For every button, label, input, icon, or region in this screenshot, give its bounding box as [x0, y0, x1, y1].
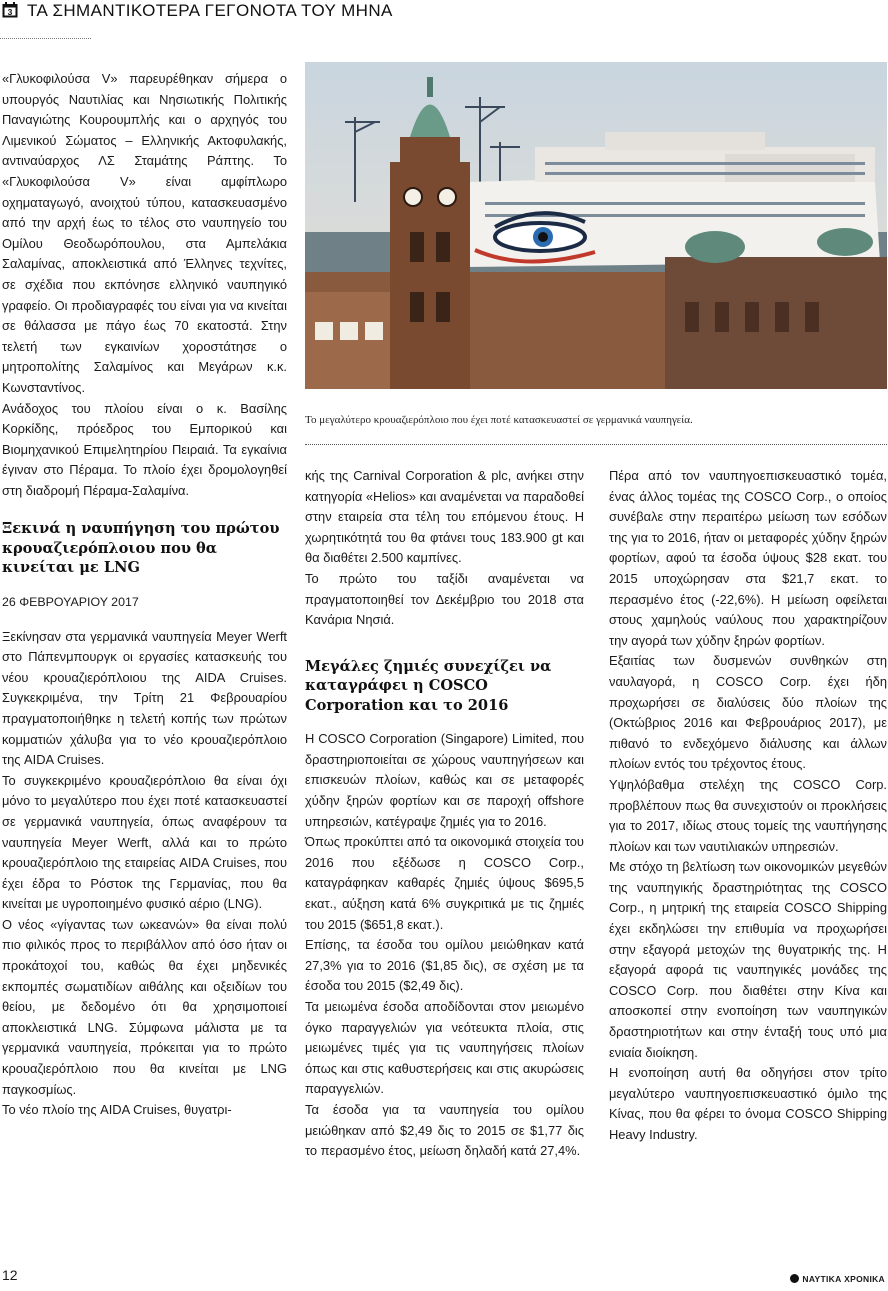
- publication-brand: [790, 1274, 885, 1284]
- paragraph: κής της Carnival Corporation & plc, ανήκει στην κατηγορία «Helios» και αναμένεται να παραδοθεί στην εταιρεία στα τέλη του επόμενου έτους. Η χωρητικότητά του θα φτάνει τους 183.900 gt και θα διαθέτει 2.500 καμπίνες.: [305, 468, 584, 566]
- paragraph: Ξεκίνησαν στα γερμανικά ναυπηγεία Meyer Werft στο Πάπενμπουργκ οι εργασίες κατασκευής του νέου κρουαζιερόπλοιου της AIDA Cruises. Συγκεκριμένα, την Τρίτη 21 Φεβρουαρίου πραγματοποιήθηκε η τελετή κοπής των πρώτων κομματιών χάλυβα για το νέο κρουαζιερόπλοιο της AIDA Cruises.: [2, 628, 287, 768]
- page-header: [0, 0, 888, 30]
- photo-caption: Το μεγαλύτερο κρουαζιερόπλοιο που έχει ποτέ κατασκευαστεί σε γερμανικά ναυπηγεία.: [305, 414, 693, 426]
- paragraph: Επίσης, τα έσοδα του ομίλου μειώθηκαν κατά 27,3% για το 2016 ($1,85 δις), σε σχέση με τα έσοδα του 2015 ($2,49 δις).: [305, 937, 584, 994]
- cruise-ship-photo: [305, 62, 887, 389]
- paragraph: Το συγκεκριμένο κρουαζιερόπλοιο θα είναι όχι μόνο το μεγαλύτερο που έχει ποτέ κατασκευαστεί σε γερμανικά ναυπηγεία, όπως αναφέρουν τα ναυπηγεία Meyer Werft, αλλά και το πρώτο κρουαζιερόπλοιο της εταιρείας AIDA Cruises, που έχει έδρα το Ρόστοκ της Γερμανίας, που θα κινείται με υγροποιημένο φυσικό αέριο (LNG).: [2, 772, 287, 912]
- paragraph: Τα έσοδα για τα ναυπηγεία του ομίλου μειώθηκαν από $2,49 δις το 2015 σε $1,77 δις το περασμένο έτος, μείωση δηλαδή κατά 27,4%.: [305, 1101, 584, 1159]
- paragraph: «Γλυκοφιλούσα V» παρευρέθηκαν σήμερα ο υπουργός Ναυτιλίας και Νησιωτικής Πολιτικής Παναγιώτης Κουρουμπλής και ο αρχηγός του Λιμενικού Σώματος – Ελληνικής Ακτοφυλακής, αντιναύαρχος ΛΣ Σταμάτης Ράπτης. Το «Γλυκοφιλούσα V» είναι αμφίπλωρο οχηματαγωγό, ανοιχτού τύπου, κατασκευασμένο από την αρχή έως το τέλος στο ναυπηγείο του Ομίλου Θεοδωρόπουλου, στα Αμπελάκια Σαλαμίνας, αποκλειστικά από Έλληνες τεχνίτες, σε σχέδια που εκπόνησε ελληνικό ναυπηγικό γραφείο. Οι προδιαγραφές του είναι για να κινείται σε θάλασσα με πάγο έως 70 εκατοστά. Στην τελετή των εγκαινίων χοροστάτησε ο μητροπολίτης Σαλαμίνος και Μεγάρων κ.κ. Κωνσταντίνος.: [2, 71, 287, 395]
- paragraph: Πέρα από τον ναυπηγοεπισκευαστικό τομέα, ένας άλλος τομέας της COSCO Corp., ο οποίος συνέβαλε στην περαιτέρω μείωση των εσόδων της για το 2016, ήταν οι μεταφορές χύδην ξηρών φορτίων, αφού τα έσοδα ύψους $28 εκατ. του 2015 υποχώρησαν στα $21,7 εκατ. το περασμένο έτος (-22,6%). Η μείωση οφείλεται στους χαμηλούς ναύλους που χαρακτηρίζουν την αγορά των χύδην ξηρών φορτίων.: [609, 468, 887, 648]
- paragraph: Ανάδοχος του πλοίου είναι ο κ. Βασίλης Κορκίδης, πρόεδρος του Εμπορικού και Βιομηχανικού Επιμελητηρίου Πειραιά. Τα εγκαίνια έγιναν στο Πέραμα. Το πλοίο έχει δρομολογηθεί στη διαδρομή Πέραμα-Σαλαμίνα.: [2, 400, 287, 498]
- header-divider: [0, 38, 91, 39]
- paragraph: Η COSCO Corporation (Singapore) Limited, που δραστηριοποιείται σε χώρους ναυπηγήσεων και επισκευών πλοίων, καθώς και σε μεταφορές χύδην ξηρών φορτίων και σε παροχή offshore υπηρεσιών, κατέγραψε ζημιές για το 2016.: [305, 731, 584, 829]
- article-heading: Ξεκινά η ναυπήγηση του πρώτου κρουαζιερόπλοιου που θα κινείται με LNG: [2, 520, 280, 577]
- page-number: 12: [2, 1267, 18, 1283]
- calendar-icon: [2, 2, 18, 18]
- brand-name: ΝΑΥΤΙΚΑ ΧΡΟΝΙΚΑ: [802, 1274, 885, 1284]
- paragraph: Υψηλόβαθμα στελέχη της COSCO Corp. προβλέπουν πως θα συνεχιστούν οι προκλήσεις για το 2017, ιδίως στους τομείς της ναυπήγησης πλοίων και των ναυτιλιακών υπηρεσιών.: [609, 776, 887, 854]
- column-left: [2, 69, 287, 1121]
- article-heading: Μεγάλες ζημιές συνεχίζει να καταγράφει η COSCO Corporation και το 2016: [305, 657, 552, 714]
- column-middle: [305, 466, 584, 1162]
- paragraph: Το νέο πλοίο της AIDA Cruises, θυγατρι-: [2, 1102, 232, 1118]
- svg-text:3: 3: [7, 7, 13, 17]
- caption-divider: [305, 444, 887, 445]
- column-right: [609, 466, 887, 1146]
- brand-logo-icon: [790, 1274, 799, 1283]
- paragraph: Το πρώτο του ταξίδι αναμένεται να πραγματοποιηθεί τον Δεκέμβριο του 2018 στα Κανάρια Νησιά.: [305, 570, 584, 628]
- section-title: ΤΑ ΣΗΜΑΝΤΙΚΟΤΕΡΑ ΓΕΓΟΝΟΤΑ ΤΟΥ ΜΗΝΑ: [27, 1, 393, 20]
- paragraph: Με στόχο τη βελτίωση των οικονομικών μεγεθών της ναυπηγικής δραστηριότητας της COSCO Corp., η μητρική της εταιρεία COSCO Shipping έχει εκδηλώσει την επιθυμία να προχωρήσει στην εξαγορά μετοχών της θυγατρικής της. Η εξαγορά αφορά τις ναυπηγικές μονάδες της COSCO Corp. που διαθέτει στην Κίνα και αποσκοπεί στην ενοποίηση των ναυπηγικών δραστηριοτήτων και στην ένταξή τους υπό μια ενιαία διοίκηση.: [609, 859, 887, 1060]
- paragraph: Η ενοποίηση αυτή θα οδηγήσει στον τρίτο μεγαλύτερο ναυπηγοεπισκευαστικό όμιλο της Κίνας, που θα φέρει το όνομα COSCO Shipping Heavy Industry.: [609, 1065, 887, 1142]
- paragraph: Ο νέος «γίγαντας των ωκεανών» θα είναι πολύ πιο φιλικός προς το περιβάλλον από όσο ήταν οι προκάτοχοί του, καθώς θα έχει μηδενικές εκπομπές σωματιδίων αιθάλης και οξειδίων του θείου, με δεδομένο ότι θα χρησιμοποιεί αποκλειστικά LNG. Σύμφωνα μάλιστα με τα γερμανικά ναυπηγεία, πρόκειται για το πρώτο κρουαζιερόπλοιο που θα κινείται με LNG παγκοσμίως.: [2, 916, 287, 1097]
- paragraph: Εξαιτίας των δυσμενών συνθηκών στη ναυλαγορά, η COSCO Corp. έχει ήδη προχωρήσει σε διαλύσεις δύο πλοίων της (Οκτώβριος 2016 και Φεβρουάριος 2017), με πιθανό το ενδεχόμενο διάλυσης και άλλων πλοίων εντός του τρέχοντος έτους.: [609, 653, 887, 772]
- paragraph: Όπως προκύπτει από τα οικονομικά στοιχεία του 2016 που εξέδωσε η COSCO Corp., καταγράφηκαν καθαρές ζημιές ύψους $695,5 εκατ., αύξηση κατά 6% συγκριτικά με τις ζημιές του 2015 ($651,8 εκατ.).: [305, 834, 584, 932]
- article-date: 26 ΦΕΒΡΟΥΑΡΙΟΥ 2017: [2, 594, 139, 609]
- harbor-illustration: [305, 62, 887, 389]
- paragraph: Τα μειωμένα έσοδα αποδίδονται στον μειωμένο όγκο παραγγελιών για νεότευκτα πλοία, στις μειωμένες τιμές για τις ναυπηγήσεις πλοίων όπως και στις καθυστερήσεις και στις ακυρώσεις παραγγελιών.: [305, 998, 584, 1097]
